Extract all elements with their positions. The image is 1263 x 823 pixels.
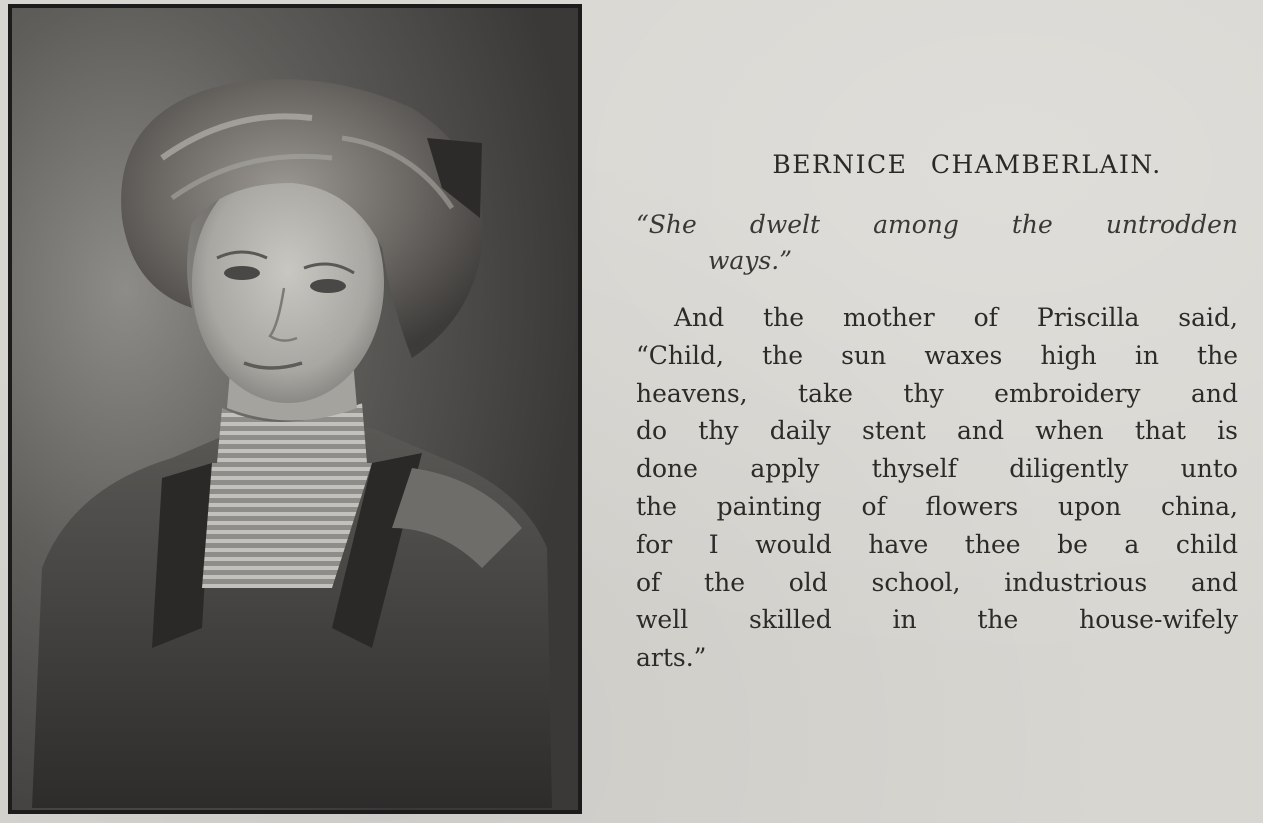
body-line: do thy daily stent and when that is — [636, 416, 1238, 446]
epigraph-quote-line-1: “She dwelt among the untrodden — [636, 210, 1238, 239]
body-line: done apply thyself diligently unto — [636, 454, 1238, 484]
portrait-photo — [12, 8, 578, 810]
student-name: BERNICE CHAMBERLAIN. — [772, 150, 1162, 179]
epigraph-quote-line-2: ways.” — [708, 246, 792, 275]
body-line: well skilled in the house-wifely — [636, 605, 1238, 635]
body-line: for I would have thee be a child — [636, 529, 1238, 559]
body-line: arts.” — [636, 643, 707, 673]
body-line: “Child, the sun waxes high in the — [636, 340, 1238, 370]
body-line: And the mother of Priscilla said, — [674, 303, 1238, 332]
portrait-frame — [8, 4, 582, 814]
biography-text — [636, 150, 1238, 677]
portrait-illustration — [12, 8, 578, 810]
body-line: of the old school, industrious and — [636, 567, 1238, 597]
biography-paragraph — [636, 299, 1238, 677]
body-line: the painting of flowers upon china, — [636, 491, 1238, 521]
body-line: heavens, take thy embroidery and — [636, 378, 1238, 408]
